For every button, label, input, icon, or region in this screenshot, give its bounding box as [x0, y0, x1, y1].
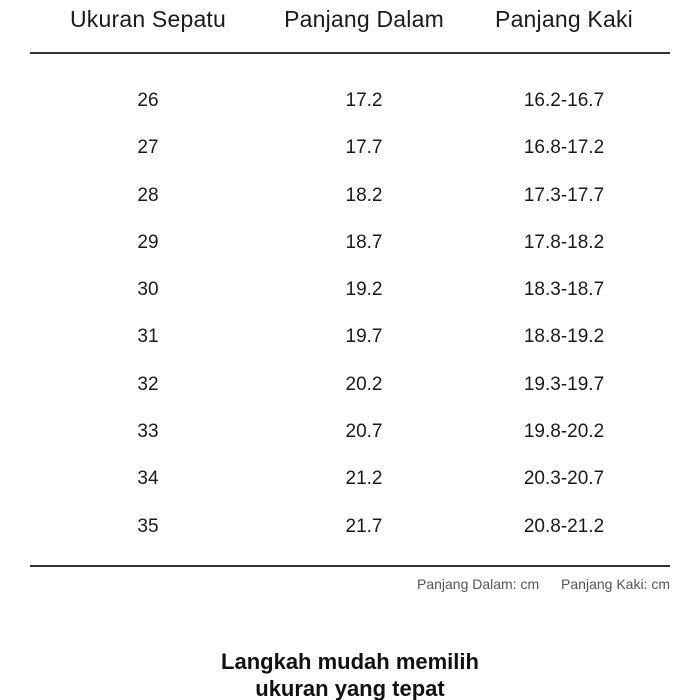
cell-panjang-dalam: 17.2 — [345, 90, 383, 111]
table-row — [0, 267, 700, 314]
steps-heading-line-2: ukuran yang tepat — [255, 676, 445, 700]
cell-panjang-kaki: 19.3-19.7 — [523, 373, 605, 395]
cell-ukuran: 27 — [137, 137, 159, 159]
cell-panjang-dalam: 21.7 — [345, 515, 383, 537]
cell-panjang-dalam: 17.7 — [345, 137, 383, 159]
cell-panjang-kaki: 16.2-16.7 — [523, 90, 605, 111]
table-row — [0, 504, 700, 551]
cell-panjang-dalam: 18.2 — [345, 184, 383, 206]
cell-panjang-kaki: 17.3-17.7 — [523, 184, 605, 206]
table-row — [0, 173, 700, 220]
cell-panjang-dalam: 19.7 — [345, 326, 383, 348]
table-row — [0, 409, 700, 456]
header-ukuran-sepatu: Ukuran Sepatu — [69, 6, 227, 32]
cell-panjang-kaki: 18.8-19.2 — [523, 326, 605, 348]
cell-ukuran: 26 — [137, 90, 159, 111]
cell-ukuran: 31 — [137, 326, 159, 348]
cell-panjang-kaki: 20.3-20.7 — [523, 468, 605, 490]
units-note — [417, 576, 670, 592]
table-row — [0, 125, 700, 172]
cell-panjang-kaki: 18.3-18.7 — [523, 279, 605, 301]
cell-panjang-kaki: 19.8-20.2 — [523, 421, 605, 443]
unit-kaki: Panjang Kaki: cm — [561, 576, 670, 592]
cell-panjang-dalam: 21.2 — [345, 468, 383, 490]
cell-ukuran: 29 — [137, 231, 159, 253]
cell-panjang-kaki: 16.8-17.2 — [523, 137, 605, 159]
cell-ukuran: 32 — [137, 373, 159, 395]
cell-panjang-kaki: 17.8-18.2 — [523, 231, 605, 253]
table-row — [0, 220, 700, 267]
header-divider — [30, 52, 670, 54]
steps-heading — [0, 648, 700, 700]
steps-heading-line-1: Langkah mudah memilih — [221, 649, 479, 674]
header-panjang-kaki: Panjang Kaki — [495, 6, 633, 32]
header-panjang-dalam: Panjang Dalam — [284, 6, 444, 32]
cell-panjang-dalam: 19.2 — [345, 279, 383, 301]
table-row — [0, 314, 700, 361]
size-table-body — [0, 78, 700, 551]
cell-ukuran: 35 — [137, 515, 159, 537]
table-row — [0, 456, 700, 503]
cell-ukuran: 33 — [137, 421, 159, 443]
table-row — [0, 362, 700, 409]
table-bottom-divider — [30, 565, 670, 567]
cell-ukuran: 28 — [137, 184, 159, 206]
table-row — [0, 78, 700, 125]
cell-panjang-kaki: 20.8-21.2 — [523, 515, 605, 537]
cell-panjang-dalam: 20.7 — [345, 421, 383, 443]
cell-ukuran: 34 — [137, 468, 159, 490]
cell-ukuran: 30 — [137, 279, 159, 301]
cell-panjang-dalam: 20.2 — [345, 373, 383, 395]
cell-panjang-dalam: 18.7 — [345, 231, 383, 253]
unit-dalam: Panjang Dalam: cm — [416, 576, 540, 592]
